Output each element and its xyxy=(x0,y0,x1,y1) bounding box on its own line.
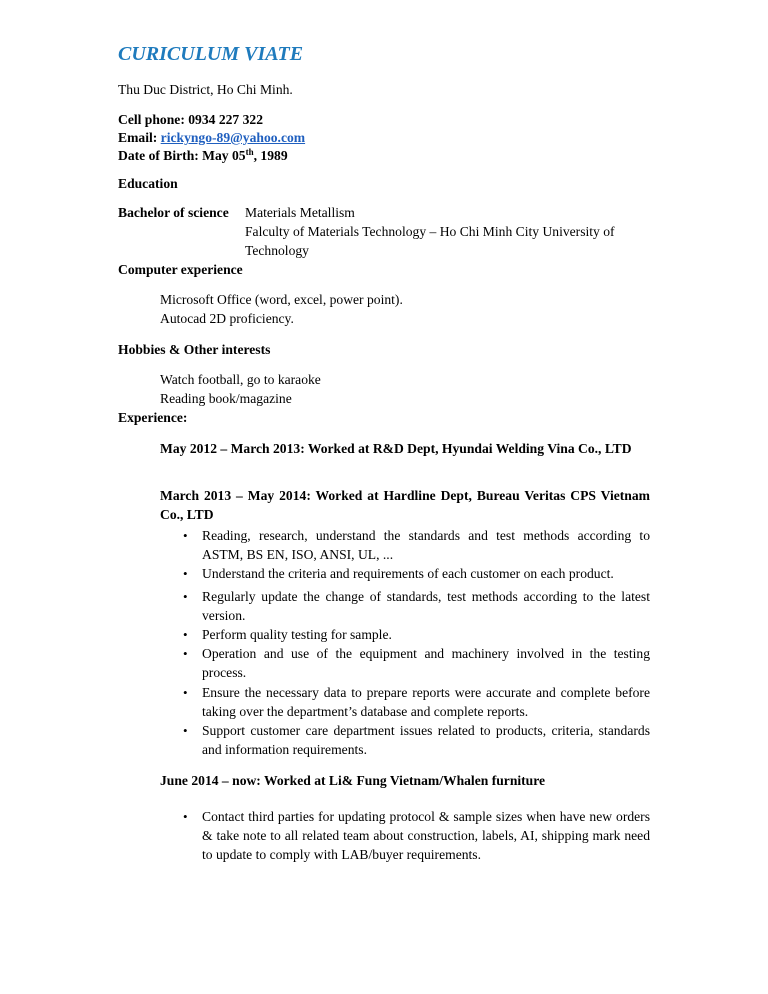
dob-label: Date of Birth: May 05 xyxy=(118,148,246,163)
bullet-icon: • xyxy=(183,627,188,642)
email-label: Email: xyxy=(118,130,161,145)
job2-duty: Ensure the necessary data to prepare reports were accurate and complete before taking over the department’s database and complete reports. xyxy=(202,685,650,719)
job2-duty: Support customer care department issues related to products, criteria, standards and information requirements. xyxy=(202,723,650,757)
faculty-line1: Falculty of Materials Technology – Ho Chi Minh City University of xyxy=(245,224,615,239)
bullet-icon: • xyxy=(183,685,188,700)
dob-year: , 1989 xyxy=(253,148,288,163)
dob-sup: th xyxy=(245,147,254,157)
job2-duty: Regularly update the change of standards, test methods according to the latest version. xyxy=(202,589,650,623)
major: Materials Metallism xyxy=(245,205,355,220)
computer-item: Autocad 2D proficiency. xyxy=(160,311,294,326)
bullet-icon: • xyxy=(183,566,188,581)
job2-duty: Reading, research, understand the standards and test methods according to ASTM, BS EN, ISO, ANSI, UL, ... xyxy=(202,528,650,562)
job2-duty: Operation and use of the equipment and machinery involved in the testing process. xyxy=(202,646,650,680)
experience-heading: Experience: xyxy=(118,410,188,425)
education-heading: Education xyxy=(118,176,178,191)
job-title-3: June 2014 – now: Worked at Li& Fung Vietnam/Whalen furniture xyxy=(160,773,546,788)
hobby-item: Watch football, go to karaoke xyxy=(160,372,321,387)
resume-title: CURICULUM VIATE xyxy=(118,43,304,65)
date-of-birth xyxy=(118,146,288,165)
bullet-icon: • xyxy=(183,723,188,738)
hobby-item: Reading book/magazine xyxy=(160,391,292,406)
degree: Bachelor of science xyxy=(118,205,229,220)
job2-duty: Perform quality testing for sample. xyxy=(202,627,392,642)
job-title-2: March 2013 – May 2014: Worked at Hardline Dept, Bureau Veritas CPS Vietnam Co., LTD xyxy=(160,488,650,522)
bullet-icon: • xyxy=(183,528,188,543)
phone: Cell phone: 0934 227 322 xyxy=(118,112,264,127)
bullet-icon: • xyxy=(183,589,188,604)
computer-heading: Computer experience xyxy=(118,262,243,277)
job3-duty: Contact third parties for updating protocol & sample sizes when have new orders & take note to all related team about construction, labels, AI, shipping mark need to update to comply with LAB/buyer requirements. xyxy=(202,809,650,862)
job2-duty: Understand the criteria and requirements of each customer on each product. xyxy=(202,566,614,581)
address: Thu Duc District, Ho Chi Minh. xyxy=(118,82,293,97)
job-title-1: May 2012 – March 2013: Worked at R&D Dept, Hyundai Welding Vina Co., LTD xyxy=(160,441,632,456)
bullet-icon: • xyxy=(183,646,188,661)
computer-item: Microsoft Office (word, excel, power point). xyxy=(160,292,403,307)
faculty-line2: Technology xyxy=(245,243,309,258)
bullet-icon: • xyxy=(183,809,188,824)
email-link[interactable]: rickyngo-89@yahoo.com xyxy=(160,130,306,145)
email-line xyxy=(118,128,305,147)
hobbies-heading: Hobbies & Other interests xyxy=(118,342,271,357)
